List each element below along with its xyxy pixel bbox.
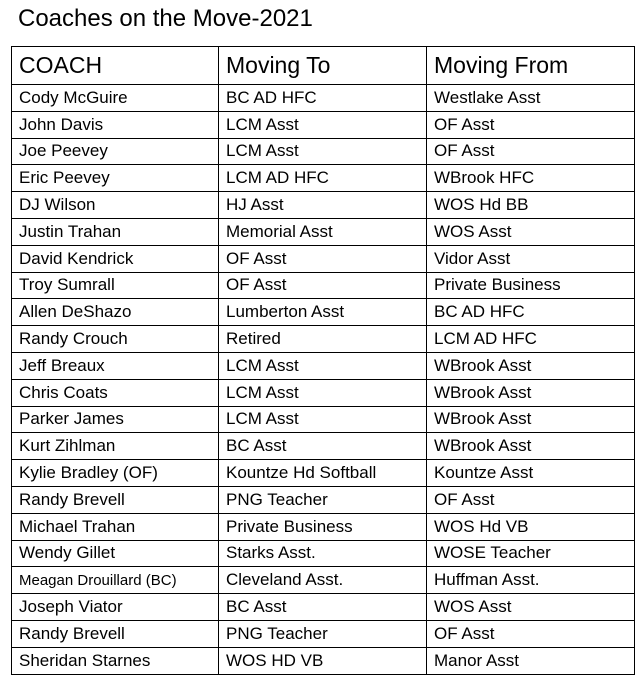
table-row	[12, 594, 635, 621]
table-row	[12, 567, 635, 594]
table-row	[12, 620, 635, 647]
moving-from-cell: WBrook HFC	[427, 165, 635, 192]
coach-cell: Randy Brevell	[12, 620, 219, 647]
moving-from-cell: WOS Asst	[427, 594, 635, 621]
coach-cell: Justin Trahan	[12, 218, 219, 245]
table-row	[12, 165, 635, 192]
table-row	[12, 299, 635, 326]
moving-from-cell: OF Asst	[427, 111, 635, 138]
coaches-table	[11, 46, 635, 675]
moving-from-cell: WBrook Asst	[427, 379, 635, 406]
header-row	[12, 47, 635, 85]
moving-to-cell: Memorial Asst	[219, 218, 427, 245]
table-row	[12, 433, 635, 460]
moving-from-cell: WOS Hd BB	[427, 192, 635, 219]
moving-to-cell: HJ Asst	[219, 192, 427, 219]
coach-cell: Joseph Viator	[12, 594, 219, 621]
coach-cell: Randy Crouch	[12, 326, 219, 353]
table-row	[12, 486, 635, 513]
table-row	[12, 540, 635, 567]
table-row	[12, 406, 635, 433]
moving-from-cell: Huffman Asst.	[427, 567, 635, 594]
moving-from-cell: OF Asst	[427, 138, 635, 165]
moving-to-cell: LCM Asst	[219, 406, 427, 433]
moving-to-cell: PNG Teacher	[219, 486, 427, 513]
table-row	[12, 111, 635, 138]
header-coach: COACH	[12, 47, 219, 85]
moving-from-cell: Private Business	[427, 272, 635, 299]
coach-cell: John Davis	[12, 111, 219, 138]
coach-cell: Parker James	[12, 406, 219, 433]
coach-cell: Meagan Drouillard (BC)	[12, 567, 219, 594]
coach-cell: DJ Wilson	[12, 192, 219, 219]
moving-to-cell: PNG Teacher	[219, 620, 427, 647]
moving-to-cell: LCM AD HFC	[219, 165, 427, 192]
table-row	[12, 513, 635, 540]
moving-from-cell: WBrook Asst	[427, 352, 635, 379]
moving-from-cell: WOS Asst	[427, 218, 635, 245]
moving-to-cell: LCM Asst	[219, 138, 427, 165]
moving-from-cell: LCM AD HFC	[427, 326, 635, 353]
coach-cell: Joe Peevey	[12, 138, 219, 165]
table-row	[12, 326, 635, 353]
coach-cell: Chris Coats	[12, 379, 219, 406]
moving-from-cell: Vidor Asst	[427, 245, 635, 272]
table-row	[12, 218, 635, 245]
moving-to-cell: BC AD HFC	[219, 85, 427, 112]
coach-cell: Eric Peevey	[12, 165, 219, 192]
moving-to-cell: Lumberton Asst	[219, 299, 427, 326]
moving-from-cell: WOS Hd VB	[427, 513, 635, 540]
moving-from-cell: OF Asst	[427, 486, 635, 513]
moving-to-cell: Private Business	[219, 513, 427, 540]
moving-from-cell: OF Asst	[427, 620, 635, 647]
moving-from-cell: BC AD HFC	[427, 299, 635, 326]
table-row	[12, 138, 635, 165]
table-body	[12, 85, 635, 675]
moving-to-cell: Kountze Hd Softball	[219, 460, 427, 487]
coach-cell: Allen DeShazo	[12, 299, 219, 326]
table-header	[12, 47, 635, 85]
moving-to-cell: LCM Asst	[219, 111, 427, 138]
moving-from-cell: Westlake Asst	[427, 85, 635, 112]
table-row	[12, 460, 635, 487]
page-title: Coaches on the Move-2021	[18, 5, 313, 32]
table-row	[12, 352, 635, 379]
coach-cell: Wendy Gillet	[12, 540, 219, 567]
moving-from-cell: WBrook Asst	[427, 406, 635, 433]
table-row	[12, 192, 635, 219]
moving-to-cell: Starks Asst.	[219, 540, 427, 567]
table-row	[12, 245, 635, 272]
moving-to-cell: OF Asst	[219, 245, 427, 272]
moving-to-cell: WOS HD VB	[219, 647, 427, 674]
moving-from-cell: Manor Asst	[427, 647, 635, 674]
table-row	[12, 647, 635, 674]
coach-cell: Cody McGuire	[12, 85, 219, 112]
moving-to-cell: OF Asst	[219, 272, 427, 299]
moving-from-cell: WBrook Asst	[427, 433, 635, 460]
moving-to-cell: BC Asst	[219, 433, 427, 460]
moving-from-cell: WOSE Teacher	[427, 540, 635, 567]
moving-to-cell: BC Asst	[219, 594, 427, 621]
moving-from-cell: Kountze Asst	[427, 460, 635, 487]
moving-to-cell: LCM Asst	[219, 352, 427, 379]
moving-to-cell: LCM Asst	[219, 379, 427, 406]
coach-cell: David Kendrick	[12, 245, 219, 272]
table-row	[12, 85, 635, 112]
coach-cell: Troy Sumrall	[12, 272, 219, 299]
header-moving-from: Moving From	[427, 47, 635, 85]
table-row	[12, 379, 635, 406]
table-row	[12, 272, 635, 299]
coach-cell: Sheridan Starnes	[12, 647, 219, 674]
moving-to-cell: Cleveland Asst.	[219, 567, 427, 594]
coach-cell: Kylie Bradley (OF)	[12, 460, 219, 487]
coach-cell: Randy Brevell	[12, 486, 219, 513]
coach-cell: Michael Trahan	[12, 513, 219, 540]
coach-cell: Kurt Zihlman	[12, 433, 219, 460]
moving-to-cell: Retired	[219, 326, 427, 353]
header-moving-to: Moving To	[219, 47, 427, 85]
coach-cell: Jeff Breaux	[12, 352, 219, 379]
